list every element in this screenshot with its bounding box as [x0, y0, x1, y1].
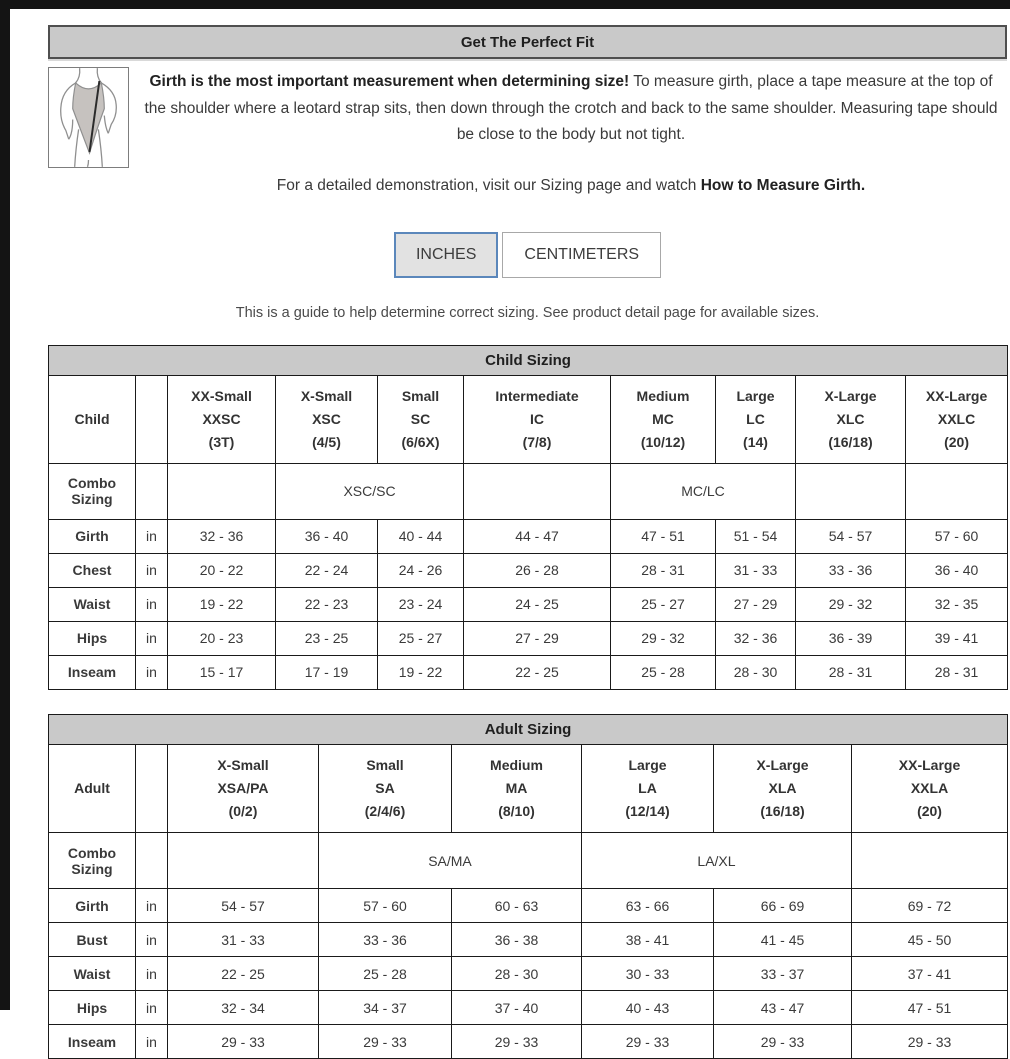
combo-cell: XSC/SC: [276, 463, 464, 519]
size-header-line: SC: [410, 410, 431, 427]
screenshot-top-border: [0, 0, 1010, 9]
size-column-header: [906, 375, 1008, 463]
measurement-value: 54 - 57: [796, 519, 906, 553]
measurement-value: 29 - 32: [611, 621, 716, 655]
measurement-value: 29 - 33: [582, 1025, 714, 1059]
size-column-header: [464, 375, 611, 463]
unit-cell: in: [136, 991, 168, 1025]
measurement-value: 28 - 31: [906, 655, 1008, 689]
measurement-value: 28 - 30: [452, 957, 582, 991]
centimeters-button[interactable]: CENTIMETERS: [502, 232, 661, 278]
measurement-label: Inseam: [49, 1025, 136, 1059]
measurement-value: 63 - 66: [582, 889, 714, 923]
size-header-line: (14): [743, 433, 768, 450]
size-header-line: XXLC: [937, 410, 976, 427]
measurement-row: [49, 519, 1008, 553]
size-header-line: XX-Large: [925, 387, 988, 404]
measurement-row: [49, 1025, 1008, 1059]
girth-body-text: To measure girth, place a tape measure at the top of the shoulder where a leotard strap sits, then down through the crotch and back to the same shoulder. Measuring tape should be close to the body but not tight.: [144, 73, 998, 144]
combo-cell: [852, 833, 1008, 889]
measurement-value: 23 - 24: [378, 587, 464, 621]
size-header-line: Intermediate: [495, 387, 579, 404]
measurement-value: 47 - 51: [611, 519, 716, 553]
table-title-row: [49, 714, 1008, 744]
table-title: Child Sizing: [49, 345, 1008, 375]
size-header-line: Medium: [636, 387, 690, 404]
measurement-value: 33 - 36: [319, 923, 452, 957]
size-header-row: [49, 375, 1008, 463]
measurement-value: 20 - 22: [168, 553, 276, 587]
sizing-note: This is a guide to help determine correct sizing. See product detail page for available sizes.: [235, 304, 820, 321]
girth-instructions: [129, 67, 1007, 200]
measurement-label: Hips: [49, 621, 136, 655]
size-header-line: XX-Large: [898, 756, 961, 773]
measurement-row: [49, 621, 1008, 655]
measurement-value: 33 - 36: [796, 553, 906, 587]
combo-cell: LA/XL: [582, 833, 852, 889]
combo-cell: [168, 833, 319, 889]
measurement-value: 25 - 27: [378, 621, 464, 655]
demo-prefix-text: For a detailed demonstration, visit our Sizing page and watch: [276, 176, 701, 194]
size-header-line: (0/2): [228, 803, 258, 820]
measurement-value: 25 - 28: [611, 655, 716, 689]
measurement-label: Girth: [49, 519, 136, 553]
measurement-value: 36 - 39: [796, 621, 906, 655]
measurement-value: 31 - 33: [168, 923, 319, 957]
size-header-line: XXSC: [202, 410, 241, 427]
size-header-line: (7/8): [522, 433, 552, 450]
measurement-value: 36 - 38: [452, 923, 582, 957]
combo-cell: SA/MA: [319, 833, 582, 889]
measurement-value: 29 - 33: [852, 1025, 1008, 1059]
combo-sizing-row: [49, 463, 1008, 519]
measurement-value: 43 - 47: [714, 991, 852, 1025]
measurement-value: 37 - 40: [452, 991, 582, 1025]
unit-cell: in: [136, 923, 168, 957]
size-header-line: XXLA: [910, 780, 949, 796]
girth-paragraph: [139, 69, 1003, 149]
measurement-value: 28 - 31: [611, 553, 716, 587]
measurement-value: 37 - 41: [852, 957, 1008, 991]
sizing-guide-page: [48, 25, 1007, 1059]
measurement-value: 36 - 40: [906, 553, 1008, 587]
measurement-value: 24 - 25: [464, 587, 611, 621]
combo-sizing-row: [49, 833, 1008, 889]
measurement-value: 57 - 60: [319, 889, 452, 923]
measurement-value: 41 - 45: [714, 923, 852, 957]
combo-label: Combo Sizing: [49, 463, 136, 519]
measurement-value: 22 - 25: [168, 957, 319, 991]
measurement-value: 17 - 19: [276, 655, 378, 689]
measurement-value: 40 - 43: [582, 991, 714, 1025]
unit-cell: [136, 463, 168, 519]
size-header-line: XLA: [768, 780, 797, 796]
measurement-value: 22 - 24: [276, 553, 378, 587]
measurement-label: Waist: [49, 587, 136, 621]
measurement-value: 29 - 33: [714, 1025, 852, 1059]
measurement-value: 27 - 29: [464, 621, 611, 655]
table-title: Adult Sizing: [49, 714, 1008, 744]
child-sizing-table: [48, 345, 1008, 690]
measurement-value: 20 - 23: [168, 621, 276, 655]
measurement-value: 28 - 30: [716, 655, 796, 689]
measurement-value: 22 - 23: [276, 587, 378, 621]
measurement-value: 25 - 28: [319, 957, 452, 991]
size-header-line: (16/18): [828, 433, 873, 450]
combo-cell: MC/LC: [611, 463, 796, 519]
size-header-line: (10/12): [640, 433, 686, 450]
measurement-row: [49, 889, 1008, 923]
measurement-value: 32 - 35: [906, 587, 1008, 621]
measurement-value: 47 - 51: [852, 991, 1008, 1025]
size-header-line: X-Large: [824, 387, 877, 404]
unit-cell: in: [136, 957, 168, 991]
measurement-value: 29 - 33: [452, 1025, 582, 1059]
size-header-line: X-Small: [300, 387, 353, 404]
size-header-line: (4/5): [312, 433, 341, 450]
unit-column-header: [136, 375, 168, 463]
measurement-value: 32 - 34: [168, 991, 319, 1025]
size-header-line: (12/14): [625, 803, 670, 820]
measurement-row: [49, 957, 1008, 991]
size-header-line: (3T): [208, 433, 235, 450]
unit-column-header: [136, 744, 168, 832]
measurement-value: 69 - 72: [852, 889, 1008, 923]
measurement-value: 25 - 27: [611, 587, 716, 621]
size-column-header: [319, 744, 452, 832]
table-title-row: [49, 345, 1008, 375]
measurement-value: 38 - 41: [582, 923, 714, 957]
size-header-line: XSA/PA: [217, 780, 269, 796]
size-header-line: (6/6X): [401, 433, 440, 450]
combo-cell: [464, 463, 611, 519]
size-column-header: [716, 375, 796, 463]
measurement-row: [49, 923, 1008, 957]
measurement-value: 29 - 33: [168, 1025, 319, 1059]
measurement-row: [49, 553, 1008, 587]
leotard-figure-image: [48, 67, 129, 168]
size-header-line: (8/10): [498, 803, 535, 820]
measurement-value: 19 - 22: [168, 587, 276, 621]
combo-cell: [168, 463, 276, 519]
size-header-row: [49, 744, 1008, 832]
measurement-value: 26 - 28: [464, 553, 611, 587]
size-header-line: (16/18): [760, 803, 805, 820]
measurement-value: 31 - 33: [716, 553, 796, 587]
size-header-line: Large: [736, 387, 775, 404]
measurement-value: 22 - 25: [464, 655, 611, 689]
size-header-line: XLC: [836, 410, 865, 427]
measurement-value: 29 - 32: [796, 587, 906, 621]
size-header-line: Small: [366, 756, 404, 773]
size-header-line: X-Large: [756, 756, 809, 773]
unit-cell: in: [136, 1025, 168, 1059]
size-header-line: X-Small: [217, 756, 269, 773]
size-column-header: [714, 744, 852, 832]
measurement-value: 29 - 33: [319, 1025, 452, 1059]
page-title: Get The Perfect Fit: [48, 25, 1007, 59]
demo-line: [139, 173, 1003, 200]
size-header-line: Small: [401, 387, 440, 404]
size-header-line: (20): [917, 803, 942, 820]
measurement-value: 54 - 57: [168, 889, 319, 923]
size-header-line: Large: [628, 756, 667, 773]
screenshot-left-border: [0, 0, 10, 1010]
girth-bold-lead: Girth is the most important measurement when determining size!: [149, 73, 630, 90]
unit-cell: in: [136, 621, 168, 655]
size-header-line: (20): [944, 433, 969, 450]
measurement-value: 23 - 25: [276, 621, 378, 655]
size-header-line: XX-Small: [191, 387, 252, 404]
measurement-row: [49, 587, 1008, 621]
size-column-header: [378, 375, 464, 463]
measurement-value: 30 - 33: [582, 957, 714, 991]
measurement-value: 39 - 41: [906, 621, 1008, 655]
adult-sizing-table: [48, 714, 1008, 1059]
measurement-value: 44 - 47: [464, 519, 611, 553]
measurement-label: Waist: [49, 957, 136, 991]
size-column-header: [276, 375, 378, 463]
inches-button[interactable]: INCHES: [394, 232, 498, 278]
combo-label: Combo Sizing: [49, 833, 136, 889]
size-column-header: [611, 375, 716, 463]
measurement-row: [49, 991, 1008, 1025]
unit-toggle: [48, 232, 1007, 278]
measurement-value: 60 - 63: [452, 889, 582, 923]
girth-intro-section: [48, 67, 1007, 200]
combo-cell: [796, 463, 906, 519]
size-header-line: IC: [530, 410, 544, 427]
size-column-header: [168, 375, 276, 463]
size-column-header: [796, 375, 906, 463]
measurement-label: Hips: [49, 991, 136, 1025]
size-header-line: Medium: [490, 756, 543, 773]
combo-cell: [906, 463, 1008, 519]
measurement-value: 15 - 17: [168, 655, 276, 689]
measurement-label: Inseam: [49, 655, 136, 689]
measurement-value: 34 - 37: [319, 991, 452, 1025]
measurement-value: 32 - 36: [168, 519, 276, 553]
measurement-value: 24 - 26: [378, 553, 464, 587]
measurement-value: 57 - 60: [906, 519, 1008, 553]
unit-cell: in: [136, 587, 168, 621]
unit-cell: in: [136, 655, 168, 689]
size-column-header: [168, 744, 319, 832]
size-header-line: MC: [652, 410, 674, 427]
size-header-line: LA: [638, 780, 657, 796]
measurement-value: 45 - 50: [852, 923, 1008, 957]
unit-cell: in: [136, 889, 168, 923]
size-header-line: SA: [375, 780, 395, 796]
unit-cell: [136, 833, 168, 889]
measurement-label: Girth: [49, 889, 136, 923]
row-group-label: Adult: [49, 744, 136, 832]
measurement-label: Chest: [49, 553, 136, 587]
demo-bold-text: How to Measure Girth.: [700, 176, 866, 194]
size-column-header: [582, 744, 714, 832]
unit-cell: in: [136, 519, 168, 553]
unit-cell: in: [136, 553, 168, 587]
size-header-line: XSC: [312, 410, 341, 427]
measurement-value: 27 - 29: [716, 587, 796, 621]
measurement-value: 40 - 44: [378, 519, 464, 553]
measurement-value: 32 - 36: [716, 621, 796, 655]
measurement-label: Bust: [49, 923, 136, 957]
size-header-line: MA: [505, 780, 528, 796]
size-column-header: [852, 744, 1008, 832]
measurement-row: [49, 655, 1008, 689]
size-column-header: [452, 744, 582, 832]
size-header-line: LC: [746, 410, 765, 427]
size-header-line: (2/4/6): [364, 803, 406, 820]
row-group-label: Child: [49, 375, 136, 463]
measurement-value: 33 - 37: [714, 957, 852, 991]
measurement-value: 51 - 54: [716, 519, 796, 553]
measurement-value: 19 - 22: [378, 655, 464, 689]
measurement-value: 36 - 40: [276, 519, 378, 553]
measurement-value: 66 - 69: [714, 889, 852, 923]
measurement-value: 28 - 31: [796, 655, 906, 689]
